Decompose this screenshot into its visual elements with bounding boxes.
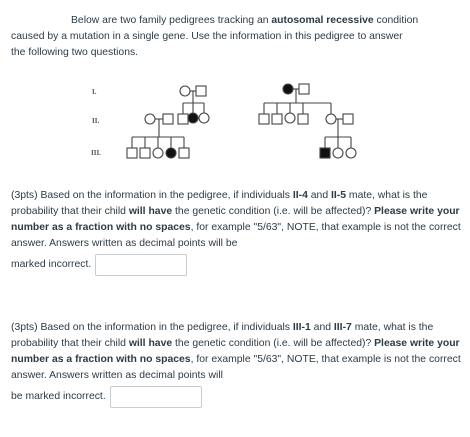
male-unaffected bbox=[163, 114, 173, 124]
question-2-answer-input[interactable] bbox=[110, 386, 202, 408]
generation-label-1: I. bbox=[92, 88, 97, 96]
question-2-text: the genetic condition (i.e. will be affected)? bbox=[172, 338, 375, 349]
male-unaffected bbox=[299, 84, 309, 94]
female-unaffected bbox=[180, 86, 190, 96]
female-affected bbox=[166, 148, 176, 158]
question-2-instruction: Please write your number as a fraction with no spaces bbox=[11, 338, 460, 365]
male-unaffected bbox=[343, 114, 353, 124]
generation-label-3: III. bbox=[91, 149, 101, 157]
question-1-text: and bbox=[307, 190, 332, 201]
question-1-answer-line bbox=[11, 254, 463, 276]
question-2-text: (3pts) Based on the information in the pedigree, if individuals bbox=[11, 322, 293, 333]
female-unaffected bbox=[346, 148, 356, 158]
question-2-individual-b: III-7 bbox=[333, 322, 352, 333]
female-unaffected bbox=[326, 114, 336, 124]
question-2 bbox=[11, 320, 463, 408]
generation-label-2: II. bbox=[92, 117, 100, 125]
question-1-text: marked incorrect. bbox=[11, 259, 92, 270]
question-1-text: the genetic condition (i.e. will be affected)? bbox=[172, 206, 375, 217]
female-affected bbox=[283, 84, 293, 94]
question-2-text: and bbox=[310, 322, 334, 333]
question-2-text: mate, what is the probability that their child bbox=[11, 322, 434, 349]
intro-paragraph bbox=[11, 13, 463, 61]
question-1-instruction: Please write your number as a fraction with no spaces bbox=[11, 206, 460, 233]
question-1-individual-b: II-5 bbox=[331, 190, 347, 201]
female-unaffected bbox=[199, 113, 209, 123]
question-2-emphasis: will have bbox=[128, 338, 173, 349]
female-unaffected bbox=[333, 148, 343, 158]
intro-text-3: caused by a mutation in a single gene. Use the information in this pedigree to answer bbox=[11, 31, 403, 42]
question-1 bbox=[11, 188, 463, 276]
male-unaffected bbox=[179, 148, 189, 158]
question-1-answer-input[interactable] bbox=[95, 254, 187, 276]
intro-text-2: condition bbox=[373, 15, 419, 26]
pedigree-figure bbox=[0, 74, 470, 170]
female-unaffected bbox=[153, 148, 163, 158]
female-unaffected bbox=[285, 113, 295, 123]
male-affected bbox=[320, 148, 330, 158]
male-unaffected bbox=[178, 114, 188, 124]
question-1-individual-a: II-4 bbox=[292, 190, 308, 201]
question-2-individual-a: III-1 bbox=[292, 322, 311, 333]
male-unaffected bbox=[140, 148, 150, 158]
question-1-text: mate, what is the probability that their child bbox=[11, 190, 428, 217]
question-1-text: , for example "5/63", NOTE, that example is not the correct answer. Answers written as decimal points will be bbox=[11, 222, 461, 249]
question-1-text: (3pts) Based on the information in the pedigree, if individuals bbox=[11, 190, 293, 201]
question-2-text: be marked incorrect. bbox=[11, 391, 106, 402]
male-unaffected bbox=[272, 114, 282, 124]
intro-text-4: the following two questions. bbox=[11, 47, 139, 58]
female-unaffected bbox=[145, 114, 155, 124]
male-unaffected bbox=[298, 114, 308, 124]
male-unaffected bbox=[196, 86, 206, 96]
question-2-answer-line bbox=[11, 386, 463, 408]
pedigree-right bbox=[259, 84, 356, 158]
question-1-emphasis: will have bbox=[128, 206, 173, 217]
intro-text-1: Below are two family pedigrees tracking an bbox=[71, 15, 272, 26]
intro-mode-of-inheritance: autosomal recessive bbox=[271, 15, 374, 26]
pedigree-left bbox=[127, 86, 209, 158]
female-affected bbox=[188, 113, 198, 123]
male-unaffected bbox=[127, 148, 137, 158]
male-unaffected bbox=[259, 114, 269, 124]
question-2-text: , for example "5/63", NOTE, that example is not the correct answer. Answers written as decimal points will bbox=[11, 354, 461, 381]
